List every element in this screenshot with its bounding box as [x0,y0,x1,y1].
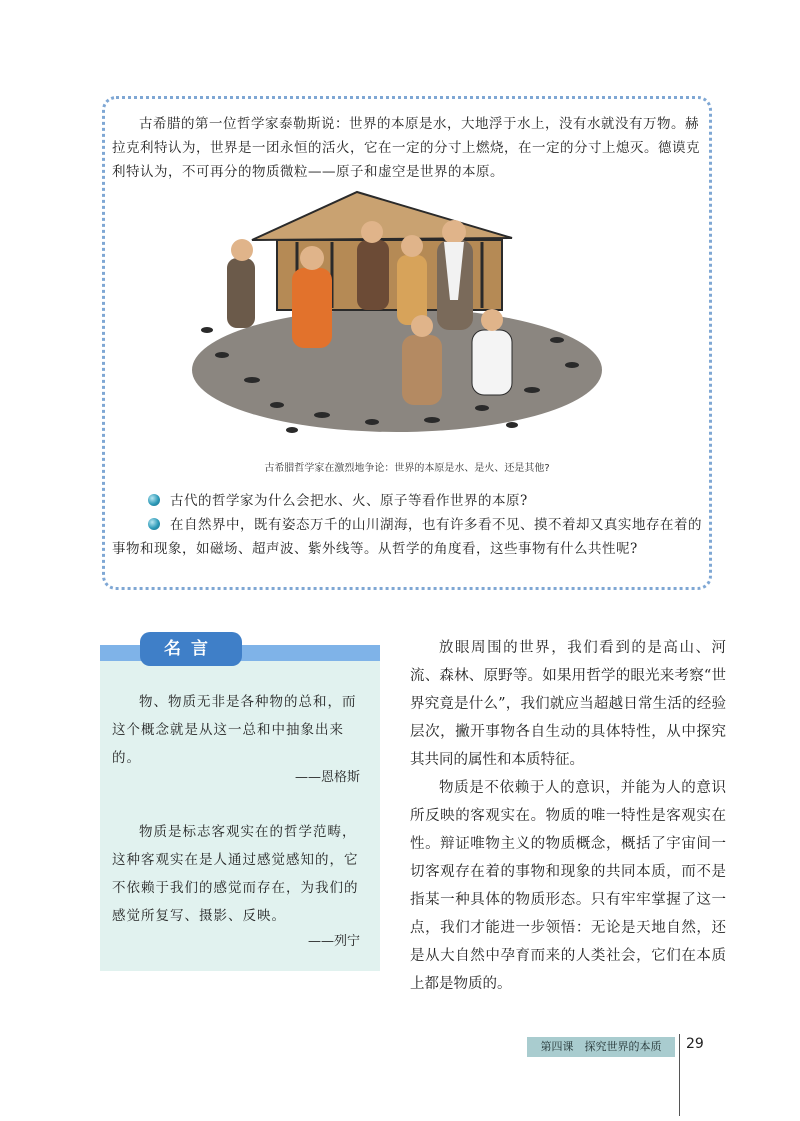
main-paragraph-2: 物质是不依赖于人的意识，并能为人的意识所反映的客观实在。物质的唯一特性是客观实在性。辩证唯物主义的物质概念，概括了宇宙间一切客观存在着的事物和现象的共同本质，而不是指某一种具体的物质形态。只有牢牢掌握了这一点，我们才能进一步领悟：无论是天地自然，还是从大自然中孕育而来的人类社会，它们在本质上都是物质的。 [410,780,726,992]
intro-text [112,112,704,184]
quote-lenin-source: ——列宁 [307,934,360,949]
quote-engels-source: ——恩格斯 [294,770,360,785]
lesson-title: 第四课 探究世界的本质 [527,1037,675,1057]
philosophers-illustration [182,180,602,450]
bullet-icon [148,494,160,506]
question-1: 古代的哲学家为什么会把水、火、原子等看作世界的本原? [112,489,704,513]
intro-paragraph: 古希腊的第一位哲学家泰勒斯说：世界的本原是水，大地浮于水上，没有水就没有万物。赫拉克利特认为，世界是一团永恒的活火，它在一定的分寸上燃烧，在一定的分寸上熄灭。德谟克利特认为，不可再分的物质微粒——原子和虚空是世界的本原。 [112,116,700,180]
question-2: 在自然界中，既有姿态万千的山川湖海，也有许多看不见、摸不着却又真实地存在着的事物和现象，如磁场、超声波、紫外线等。从哲学的角度看，这些事物有什么共性呢? [112,517,702,557]
quotes-title: 名言 [140,632,242,666]
page-number: 29 [686,1036,704,1052]
quote-lenin: 物质是标志客观实在的哲学范畴，这种客观实在是人通过感觉感知的，它不依赖于我们的感觉而存在，为我们的感觉所复写、摄影、反映。 [112,824,359,924]
main-paragraph-1: 放眼周围的世界，我们看到的是高山、河流、森林、原野等。如果用哲学的眼光来考察“世界究竟是什么”，我们就应当超越日常生活的经验层次，撇开事物各自生动的具体特性，从中探究其共同的属性和本质特征。 [410,640,726,768]
main-text [410,634,726,998]
illustration-caption: 古希腊哲学家在激烈地争论：世界的本原是水、是火、还是其他? [264,463,550,474]
quote-engels: 物、物质无非是各种物的总和，而这个概念就是从这一总和中抽象出来的。 [112,694,357,766]
footer-divider [679,1034,680,1116]
bullet-icon [148,518,160,530]
